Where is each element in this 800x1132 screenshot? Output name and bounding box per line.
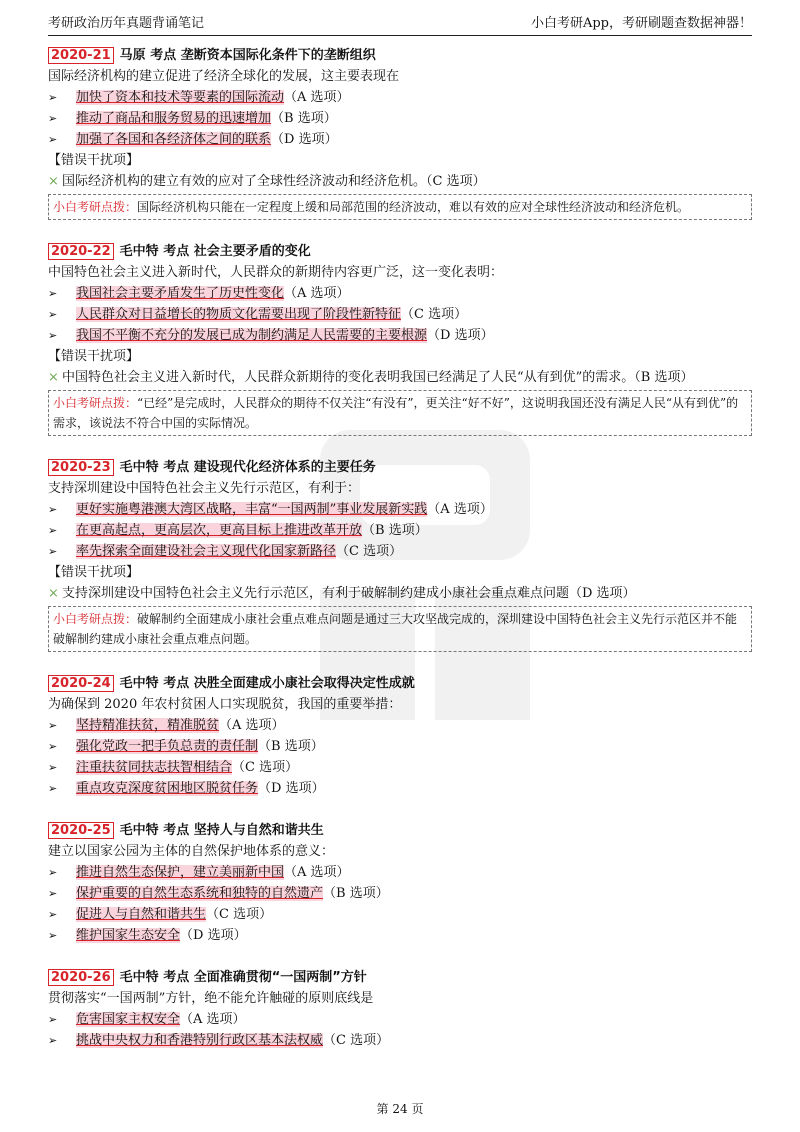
- option-item: [48, 499, 752, 520]
- option-item: [48, 862, 752, 883]
- page-number: 第 24 页: [376, 1102, 424, 1116]
- error-text: 支持深圳建设中国特色社会主义先行示范区，有利于破解制约建成小康社会重点难点问题（D 选项）: [62, 586, 636, 601]
- option-item: [48, 520, 752, 541]
- bullet-arrow-icon: ➢: [48, 91, 58, 104]
- question-topic: 马原 考点 垄断资本国际化条件下的垄断组织: [119, 48, 376, 63]
- option-letter: （A 选项）: [284, 865, 350, 880]
- question-tag: 2020-23: [48, 459, 114, 476]
- error-text: 中国特色社会主义进入新时代，人民群众新期待的变化表明我国已经满足了人民“从有到优”的需求。（B 选项）: [62, 370, 694, 385]
- error-label: 【错误干扰项】: [48, 565, 140, 580]
- question-tag: 2020-24: [48, 675, 114, 692]
- option-letter: （B 选项）: [323, 886, 389, 901]
- option-letter: （C 选项）: [323, 1033, 390, 1048]
- option-letter: （B 选项）: [271, 111, 337, 126]
- bullet-arrow-icon: ➢: [48, 503, 58, 516]
- option-text: 挑战中央权力和香港特别行政区基本法权威: [76, 1033, 324, 1048]
- option-letter: （B 选项）: [258, 739, 324, 754]
- option-text: 保护重要的自然生态系统和独特的自然遗产: [76, 886, 324, 901]
- question-section: [48, 674, 752, 799]
- option-item: [48, 904, 752, 925]
- option-text: 推动了商品和服务贸易的迅速增加: [76, 111, 272, 126]
- option-letter: （C 选项）: [232, 760, 299, 775]
- question-title: [48, 458, 752, 478]
- option-item: [48, 129, 752, 150]
- bullet-arrow-icon: ➢: [48, 782, 58, 795]
- question-title: [48, 821, 752, 841]
- option-item: [48, 736, 752, 757]
- question-section: [48, 458, 752, 652]
- tip-text: 破解制约全面建成小康社会重点难点问题是通过三大攻坚战完成的，深圳建设中国特色社会主义先行示范区并不能破解制约建成小康社会重点难点问题。: [53, 612, 738, 646]
- option-letter: （D 选项）: [180, 928, 247, 943]
- option-letter: （A 选项）: [284, 286, 350, 301]
- option-letter: （D 选项）: [427, 328, 494, 343]
- question-section: [48, 821, 752, 946]
- error-item: [48, 367, 752, 388]
- bullet-arrow-icon: ➢: [48, 719, 58, 732]
- tip-label: 小白考研点拨：: [53, 396, 138, 410]
- question-topic: 毛中特 考点 全面准确贯彻“一国两制”方针: [119, 970, 367, 985]
- header-title: 考研政治历年真题背诵笔记: [48, 16, 205, 31]
- question-stem: 为确保到 2020 年农村贫困人口实现脱贫，我国的重要举措：: [48, 697, 402, 712]
- option-text: 加强了各国和各经济体之间的联系: [76, 132, 272, 147]
- option-item: [48, 1030, 752, 1051]
- bullet-arrow-icon: ➢: [48, 112, 58, 125]
- option-item: [48, 757, 752, 778]
- option-letter: （A 选项）: [427, 502, 493, 517]
- option-text: 强化党政一把手负总责的责任制: [76, 739, 259, 754]
- bullet-arrow-icon: ➢: [48, 887, 58, 900]
- question-tag: 2020-25: [48, 822, 114, 839]
- option-letter: （C 选项）: [206, 907, 273, 922]
- error-item: [48, 583, 752, 604]
- option-item: [48, 925, 752, 946]
- bullet-arrow-icon: ➢: [48, 1013, 58, 1026]
- option-item: [48, 778, 752, 799]
- header-promo: 小白考研App，考研刷题查数据神器！: [530, 16, 752, 31]
- question-stem: 贯彻落实“一国两制”方针，绝不能允许触碰的原则底线是: [48, 991, 374, 1006]
- option-item: [48, 1009, 752, 1030]
- error-label: 【错误干扰项】: [48, 349, 140, 364]
- option-letter: （C 选项）: [336, 544, 403, 559]
- option-text: 促进人与自然和谐共生: [76, 907, 207, 922]
- cross-icon: ×: [48, 174, 59, 189]
- option-letter: （D 选项）: [258, 781, 325, 796]
- question-topic: 毛中特 考点 决胜全面建成小康社会取得决定性成就: [119, 676, 415, 691]
- question-tag: 2020-22: [48, 243, 114, 260]
- question-section: [48, 242, 752, 436]
- question-stem: 建立以国家公园为主体的自然保护地体系的意义：: [48, 844, 335, 859]
- option-item: [48, 87, 752, 108]
- option-letter: （C 选项）: [401, 307, 468, 322]
- question-stem: 中国特色社会主义进入新时代，人民群众的新期待内容更广泛，这一变化表明：: [48, 265, 504, 280]
- question-tag: 2020-26: [48, 969, 114, 986]
- main-content: [48, 46, 752, 1073]
- error-label: 【错误干扰项】: [48, 153, 140, 168]
- option-letter: （D 选项）: [271, 132, 338, 147]
- option-text: 人民群众对日益增长的物质文化需要出现了阶段性新特征: [76, 307, 402, 322]
- bullet-arrow-icon: ➢: [48, 740, 58, 753]
- bullet-arrow-icon: ➢: [48, 287, 58, 300]
- bullet-arrow-icon: ➢: [48, 308, 58, 321]
- question-stem: 支持深圳建设中国特色社会主义先行示范区，有利于：: [48, 481, 361, 496]
- option-text: 我国不平衡不充分的发展已成为制约满足人民需要的主要根源: [76, 328, 428, 343]
- question-section: [48, 46, 752, 220]
- bullet-arrow-icon: ➢: [48, 908, 58, 921]
- question-topic: 毛中特 考点 社会主要矛盾的变化: [119, 244, 311, 259]
- bullet-arrow-icon: ➢: [48, 929, 58, 942]
- question-tag: 2020-21: [48, 47, 114, 64]
- question-stem: 国际经济机构的建立促进了经济全球化的发展，这主要表现在: [48, 69, 400, 84]
- question-topic: 毛中特 考点 坚持人与自然和谐共生: [119, 823, 324, 838]
- question-title: [48, 242, 752, 262]
- tip-text: “已经”是完成时，人民群众的期待不仅关注“有没有”，更关注“好不好”，这说明我国还没有满足人民“从有到优”的需求，该说法不符合中国的实际情况。: [53, 396, 739, 430]
- bullet-arrow-icon: ➢: [48, 524, 58, 537]
- option-text: 更好实施粤港澳大湾区战略，丰富“一国两制”事业发展新实践: [76, 502, 428, 517]
- question-title: [48, 46, 752, 66]
- option-item: [48, 541, 752, 562]
- tip-box: [48, 194, 752, 220]
- option-item: [48, 283, 752, 304]
- tip-label: 小白考研点拨：: [53, 200, 138, 214]
- page-header: [48, 12, 752, 36]
- question-section: [48, 968, 752, 1051]
- option-letter: （A 选项）: [180, 1012, 246, 1027]
- option-text: 维护国家生态安全: [76, 928, 181, 943]
- bullet-arrow-icon: ➢: [48, 761, 58, 774]
- bullet-arrow-icon: ➢: [48, 329, 58, 342]
- bullet-arrow-icon: ➢: [48, 1034, 58, 1047]
- cross-icon: ×: [48, 586, 59, 601]
- tip-label: 小白考研点拨：: [53, 612, 138, 626]
- option-letter: （A 选项）: [219, 718, 285, 733]
- tip-box: [48, 606, 752, 652]
- error-text: 国际经济机构的建立有效的应对了全球性经济波动和经济危机。（C 选项）: [62, 174, 486, 189]
- option-text: 在更高起点，更高层次，更高目标上推进改革开放: [76, 523, 363, 538]
- bullet-arrow-icon: ➢: [48, 545, 58, 558]
- question-title: [48, 968, 752, 988]
- error-item: [48, 171, 752, 192]
- tip-box: [48, 390, 752, 436]
- option-item: [48, 304, 752, 325]
- bullet-arrow-icon: ➢: [48, 133, 58, 146]
- option-text: 危害国家主权安全: [76, 1012, 181, 1027]
- option-text: 注重扶贫同扶志扶智相结合: [76, 760, 233, 775]
- option-text: 重点攻克深度贫困地区脱贫任务: [76, 781, 259, 796]
- option-letter: （B 选项）: [362, 523, 428, 538]
- option-item: [48, 715, 752, 736]
- option-text: 我国社会主要矛盾发生了历史性变化: [76, 286, 285, 301]
- option-text: 加快了资本和技术等要素的国际流动: [76, 90, 285, 105]
- option-text: 推进自然生态保护，建立美丽新中国: [76, 865, 285, 880]
- tip-text: 国际经济机构只能在一定程度上缓和局部范围的经济波动，难以有效的应对全球性经济波动和经济危机。: [137, 200, 690, 214]
- option-text: 率先探索全面建设社会主义现代化国家新路径: [76, 544, 337, 559]
- option-item: [48, 883, 752, 904]
- cross-icon: ×: [48, 370, 59, 385]
- question-topic: 毛中特 考点 建设现代化经济体系的主要任务: [119, 460, 376, 475]
- option-item: [48, 325, 752, 346]
- option-item: [48, 108, 752, 129]
- question-title: [48, 674, 752, 694]
- option-letter: （A 选项）: [284, 90, 350, 105]
- bullet-arrow-icon: ➢: [48, 866, 58, 879]
- option-text: 坚持精准扶贫，精准脱贫: [76, 718, 220, 733]
